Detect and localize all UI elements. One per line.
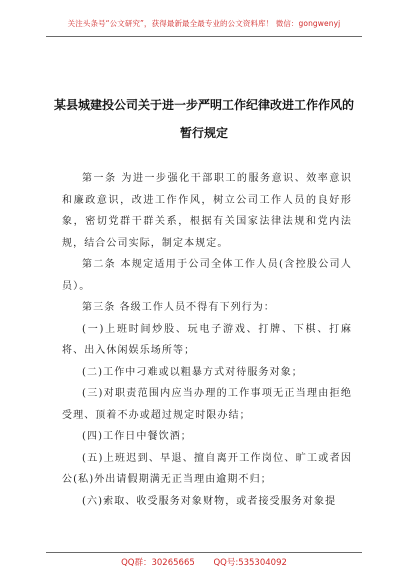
- paragraph-item-6: (六)索取、收受服务对象财物，或者接受服务对象提: [82, 495, 337, 507]
- footer-contact: [0, 556, 408, 568]
- header-divider: [46, 36, 362, 37]
- paragraph-item-5: (五)上班迟到、早退、擅自离开工作岗位、旷工或者因公(私)外出请假期满无正当理由逾期不归；: [62, 452, 352, 485]
- paragraph-article-2: 第二条 本规定适用于公司全体工作人员(含控股公司人员）。: [62, 259, 352, 292]
- document-body: [62, 168, 352, 512]
- footer-qq-group: QQ群：30265665: [121, 558, 195, 568]
- header-promo-note: 关注头条号“公文研究”，获得最新最全最专业的公文资料库！ 微信：gongwenyj: [67, 19, 341, 28]
- paragraph-item-3: (三)对职责范围内应当办理的工作事项无正当理由拒绝受理、顶着不办或超过规定时限办结；: [62, 388, 352, 421]
- paragraph-item-4: (四)工作日中餐饮酒；: [82, 431, 192, 442]
- document-title: 某县城建投公司关于进一步严明工作纪律改进工作作风的: [53, 98, 354, 112]
- footer-divider: [46, 552, 362, 553]
- footer-qq-number: QQ号:535304092: [213, 558, 287, 568]
- paragraph-item-1: (一)上班时间炒股、玩电子游戏、打牌、下棋、打麻将、出入休闲娱乐场所等；: [62, 323, 352, 356]
- paragraph-article-1: 第一条 为进一步强化干部职工的服务意识、效率意识和廉政意识，改进工作作风，树立公司工作人员的良好形象，密切党群干群关系，根据有关国家法律法规和党内法规，结合公司实际，制定本规定。: [62, 173, 352, 249]
- document-subtitle: 暂行规定: [179, 126, 228, 140]
- paragraph-article-3: 第三条 各级工作人员不得有下列行为：: [82, 302, 275, 313]
- paragraph-item-2: (二)工作中刁难或以粗暴方式对待服务对象；: [82, 366, 303, 378]
